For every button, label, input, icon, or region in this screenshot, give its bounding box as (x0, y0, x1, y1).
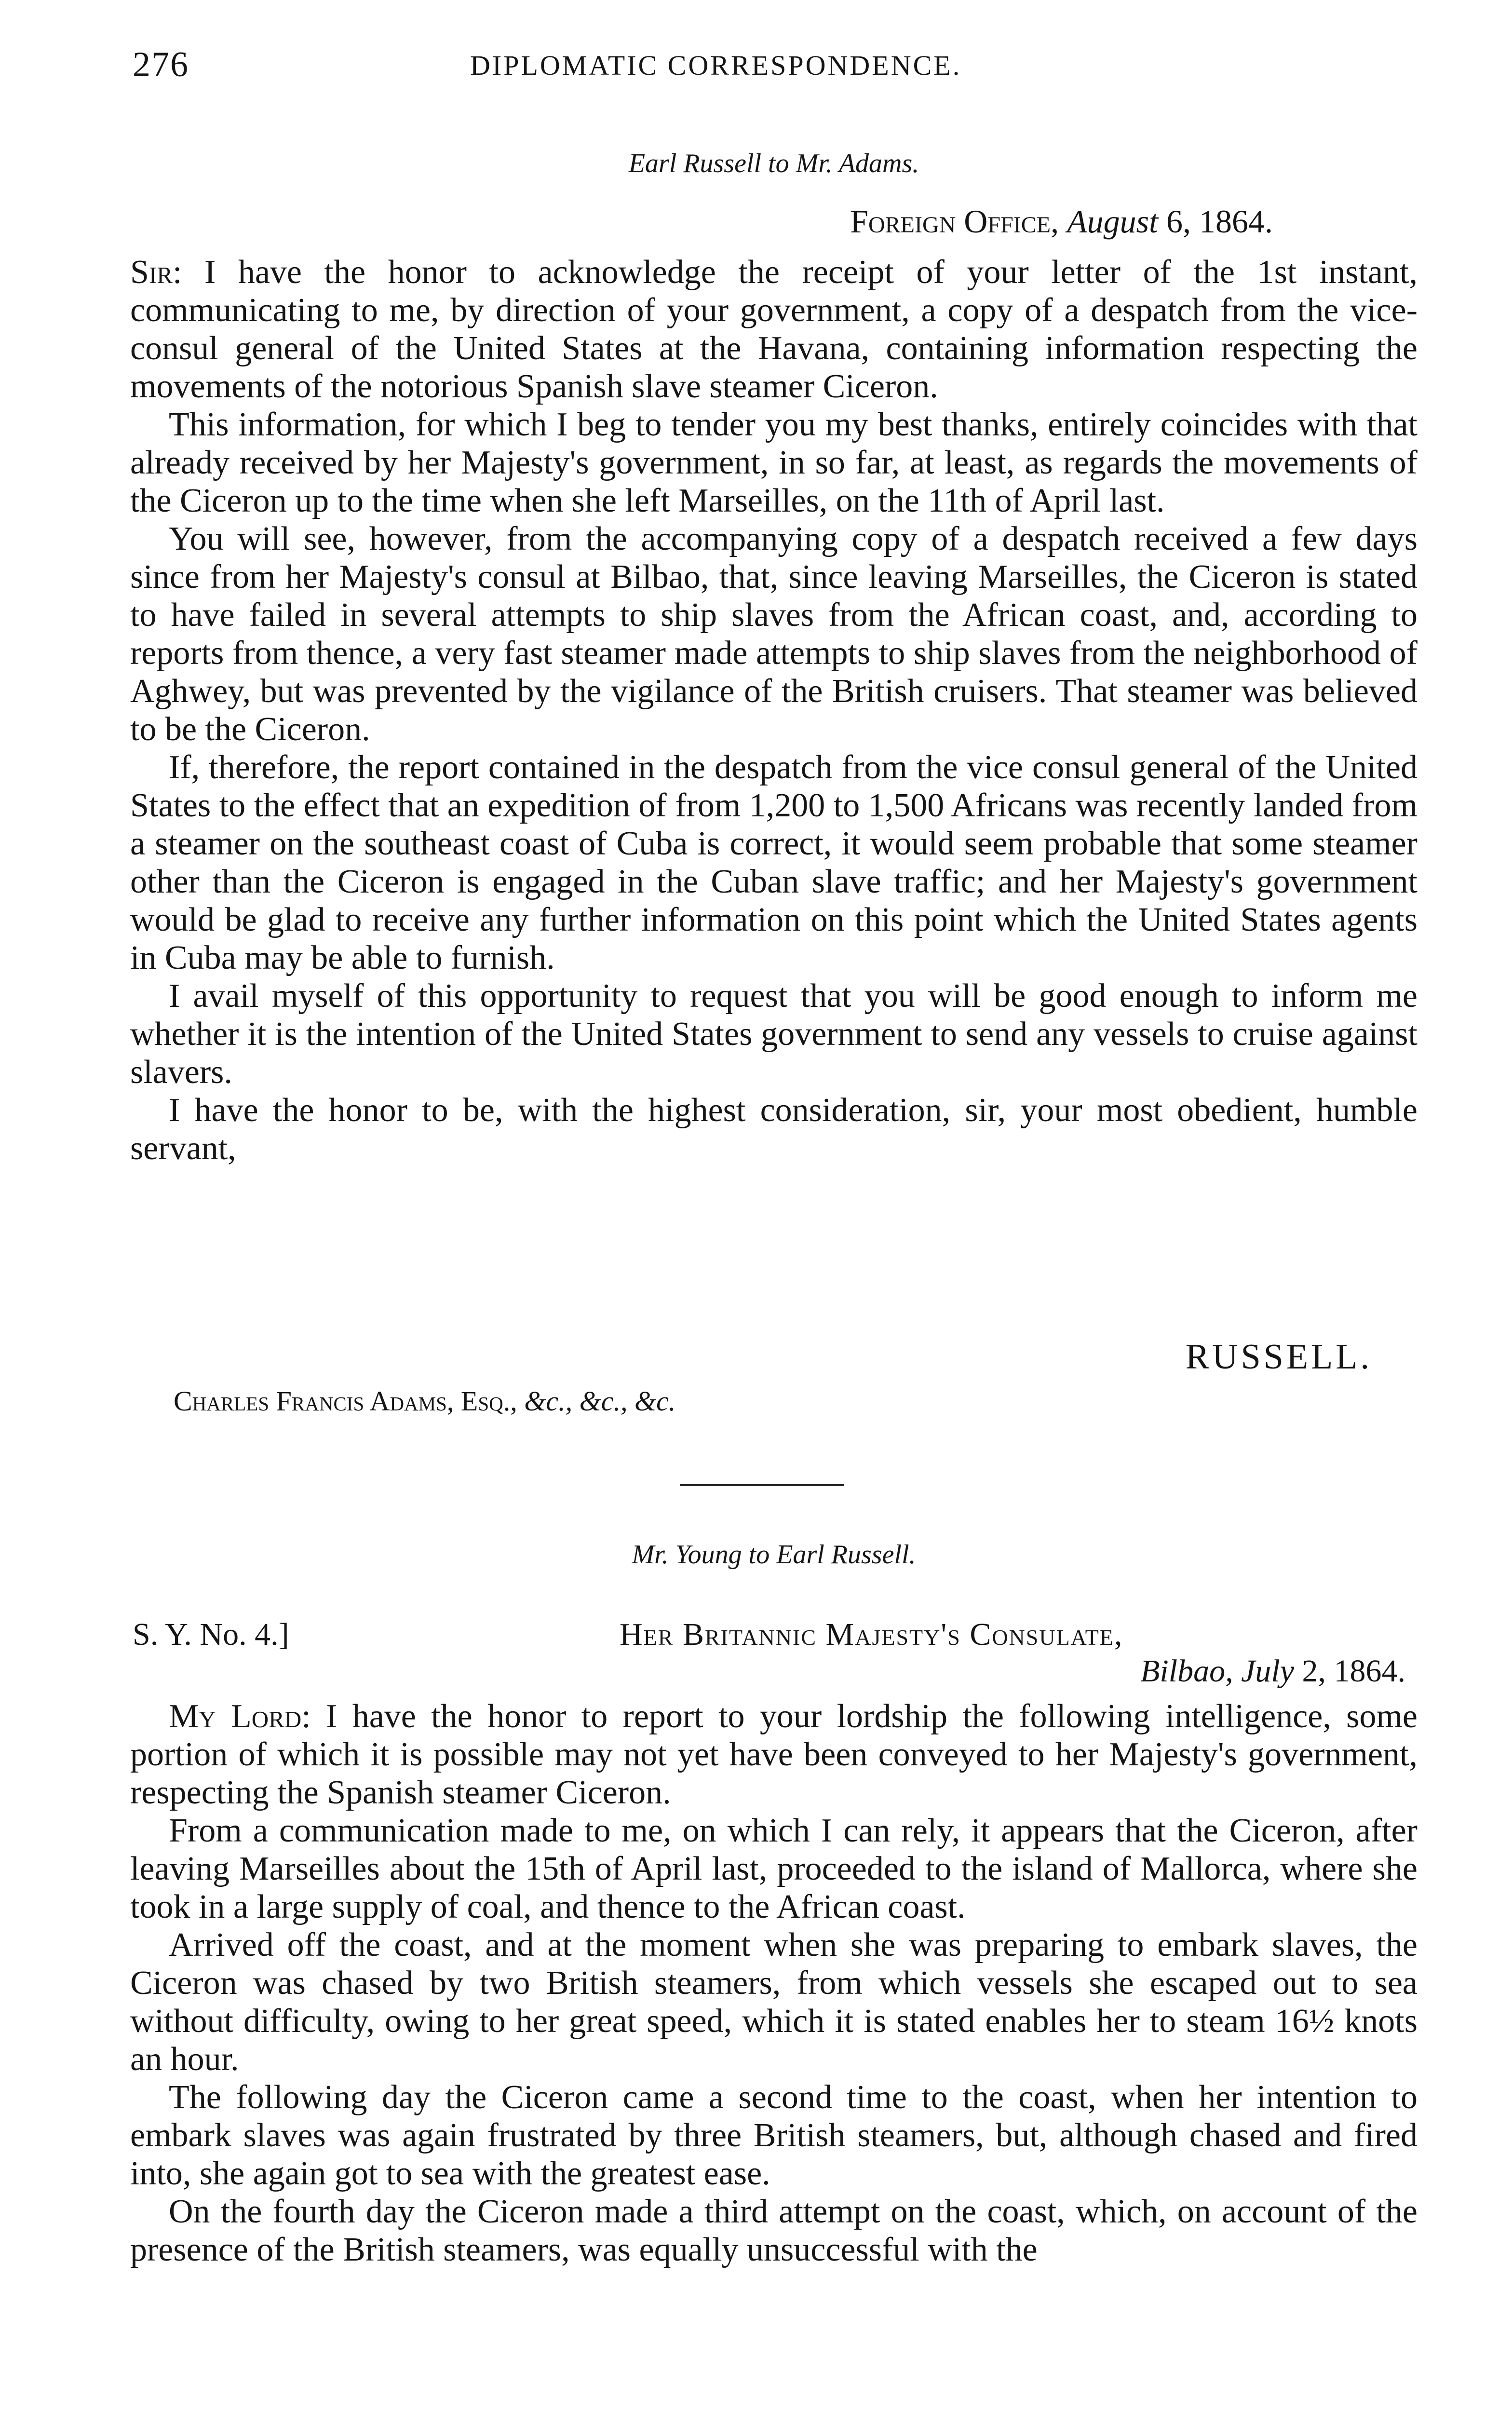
letter2-heading: Mr. Young to Earl Russell. (632, 1540, 916, 1570)
section-divider (680, 1484, 844, 1486)
letter2-paragraph-1 (130, 1697, 1418, 1812)
letter2-body (130, 1697, 1418, 2269)
letter1-dateline-block (130, 203, 1418, 241)
letter1-addressee-etc: &c., &c., &c. (517, 1385, 676, 1417)
letter1-signature: RUSSELL. (1185, 1337, 1372, 1377)
letter1-paragraph-2: This information, for which I beg to tender you my best thanks, entirely coincides with that already received by her Majesty's government, in so far, at least, as regards the movements of the Ciceron up to the time when she left Marseilles, on the 11th of April last. (130, 406, 1418, 519)
letter2-paragraph-1-text: : I have the honor to report to your lordship the following intelligence, some portion of which it is possible may not yet have been conveyed to her Majesty's government, respecting the Spanish steamer Ciceron. (130, 1698, 1418, 1811)
page-number: 276 (133, 45, 189, 84)
letter1-salutation: Sir (130, 254, 173, 291)
letter1-addressee-name: Charles Francis Adams, Esq., (174, 1385, 517, 1417)
letter1-paragraph-1-text: : I have the honor to acknowledge the receipt of your letter of the 1st instant, communicating to me, by direction of your government, a copy of a despatch from the vice-consul general of the United States at the Havana, containing information respecting the movements of the notorious Spanish slave steamer Ciceron. (130, 254, 1418, 405)
letter2-place-date (1140, 1653, 1405, 1690)
letter2-paragraph-5: On the fourth day the Ciceron made a third attempt on the coast, which, on account of the presence of the British steamers, was equally unsuccessful with the (130, 2193, 1418, 2268)
letter2-reference-line (133, 1616, 1405, 1693)
letter1-paragraph-1 (130, 253, 1418, 406)
letter2-place-date-italic: Bilbao, July (1140, 1653, 1294, 1689)
letter1-date-month: August (1067, 203, 1158, 240)
letter2-place-date-rest: 2, 1864. (1294, 1653, 1405, 1689)
letter1-addressee (174, 1385, 675, 1417)
letter2-salutation: My Lord (169, 1698, 302, 1735)
letter2-paragraph-3: Arrived off the coast, and at the moment when she was preparing to embark slaves, the Ciceron was chased by two British steamers, from which vessels she escaped out to sea without difficulty, owing to her great speed, which it is stated enables her to steam 16½ knots an hour. (130, 1926, 1418, 2078)
letter1-body (130, 253, 1418, 1167)
letter1-paragraph-4: If, therefore, the report contained in the despatch from the vice consul general of the United States to the effect that an expedition of from 1,200 to 1,500 Africans was recently landed from a steamer on the southeast coast of Cuba is correct, it would seem probable that some steamer other than the Ciceron is engaged in the Cuban slave traffic; and her Majesty's government would be glad to receive any further information on this point which the United States agents in Cuba may be able to furnish. (130, 749, 1418, 976)
letter2-heading-block (130, 1536, 1418, 1574)
letter2-office: Her Britannic Majesty's Consulate, (620, 1617, 1123, 1652)
letter1-paragraph-3: You will see, however, from the accompanying copy of a despatch received a few days since from her Majesty's consul at Bilbao, that, since leaving Marseilles, the Ciceron is stated to have failed in several attempts to ship slaves from the African coast, and, according to reports from thence, a very fast steamer made attempts to ship slaves from the neighborhood of Aghwey, but was prevented by the vigilance of the British cruisers. That steamer was believed to be the Ciceron. (130, 520, 1418, 748)
letter2-paragraph-2: From a communication made to me, on which I can rely, it appears that the Ciceron, after leaving Marseilles about the 15th of April last, proceeded to the island of Mallorca, where she took in a large supply of coal, and thence to the African coast. (130, 1812, 1418, 1925)
letter1-paragraph-5: I avail myself of this opportunity to request that you will be good enough to inform me whether it is the intention of the United States government to send any vessels to cruise against slavers. (130, 977, 1418, 1091)
letter1-dateline (130, 203, 1418, 241)
letter1-paragraph-6: I have the honor to be, with the highest consideration, sir, your most obedient, humble servant, (130, 1092, 1418, 1167)
letter2-paragraph-4: The following day the Ciceron came a second time to the coast, when her intention to embark slaves was again frustrated by three British steamers, but, although chased and fired into, she again got to sea with the greatest ease. (130, 2079, 1418, 2192)
letter1-place: Foreign Office, (850, 203, 1059, 240)
letter1-heading-block (130, 145, 1418, 183)
letter2-reference: S. Y. No. 4.] (133, 1617, 289, 1652)
running-title: DIPLOMATIC CORRESPONDENCE. (470, 50, 962, 81)
page-header (133, 44, 1415, 88)
letter1-heading: Earl Russell to Mr. Adams. (628, 149, 919, 178)
letter1-date-rest: 6, 1864. (1158, 203, 1273, 240)
